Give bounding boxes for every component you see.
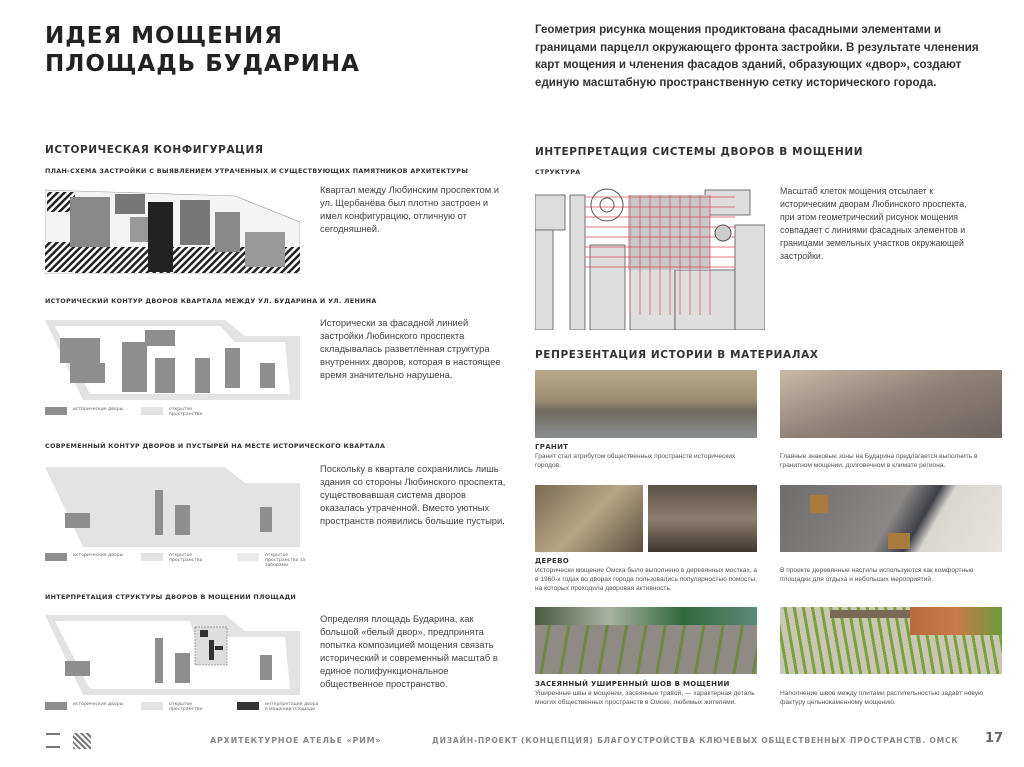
historical-plan-map [45, 182, 300, 274]
structure-grid-diagram [535, 185, 765, 330]
material-text: Исторически мощение Омска было выполнено в деревянных мостках, а в 1960-х годах во дворах города пользовались популярностью помосты, на которых проходила дворовая активность. [535, 567, 758, 592]
material-title: ЗАСЕЯННЫЙ УШИРЕННЫЙ ШОВ В МОЩЕНИИ [535, 680, 730, 688]
legend-swatch [141, 702, 163, 710]
legend [45, 553, 319, 568]
legend [45, 407, 223, 417]
legend-label: открытое пространство [169, 702, 203, 712]
materials-heading: РЕПРЕЗЕНТАЦИЯ ИСТОРИИ В МАТЕРИАЛАХ [535, 349, 819, 361]
studio-logo-icon [46, 733, 60, 748]
legend-swatch [45, 702, 67, 710]
wood-cube [888, 533, 910, 549]
material-title: ГРАНИТ [535, 443, 569, 451]
grass-seam-photo [535, 607, 757, 674]
legend-label: исторические дворы [73, 553, 124, 558]
modern-courtyards-map [45, 465, 300, 547]
legend-label: открытое пространство [169, 407, 203, 417]
section-heading-interpretation: ИНТЕРПРЕТАЦИЯ СИСТЕМЫ ДВОРОВ В МОЩЕНИИ [535, 146, 864, 158]
granite-historic-photo [535, 370, 757, 438]
structure-label: СТРУКТУРА [535, 168, 581, 176]
block-text: Исторически за фасадной линией застройки Любинского проспекта складывалась разветлённая структура внутренних дворов, которая в настоящее время значительно нарушена. [320, 317, 501, 380]
legend-swatch [237, 553, 259, 561]
legend-swatch [45, 407, 67, 415]
grass-paving-photo [780, 607, 1002, 674]
wood-cube [810, 495, 828, 513]
legend-swatch [237, 702, 259, 710]
material-text: Главные знаковые зоны на Бударина предлагается выполнить в гранитном мощении, долговечном в климате региона. [780, 453, 978, 469]
legend-label: интерпретация двора в мощении площади [265, 702, 319, 712]
title-line-1: ИДЕЯ МОЩЕНИЯ [45, 23, 284, 49]
legend-label: исторические дворы [73, 407, 124, 412]
legend-label: исторические дворы [73, 702, 124, 707]
legend-swatch [141, 553, 163, 561]
material-text: Наполнение швов между плитами растительностью задаёт новую фактуру цельнокаменному мощению. [780, 690, 983, 706]
wood-historic-photo-2 [648, 485, 757, 552]
block-text: Определяя площадь Бударина, как большой «белый двор», предпринята попытка композицией мощения связать исторический и современный масштаб в единое полифункциональное общественное пространство. [320, 613, 498, 689]
historical-courtyards-map [45, 318, 300, 400]
legend-label: открытое пространство [169, 553, 203, 563]
block-subtitle: ИСТОРИЧЕСКИЙ КОНТУР ДВОРОВ КВАРТАЛА МЕЖДУ УЛ. БУДАРИНА И УЛ. ЛЕНИНА [45, 297, 377, 305]
material-title: ДЕРЕВО [535, 557, 570, 565]
pattern-logo-icon [73, 733, 91, 749]
material-text: Гранит стал атрибутом общественных пространств исторических городов. [535, 453, 736, 469]
footer-studio: АРХИТЕКТУРНОЕ АТЕЛЬЕ «РИМ» [210, 736, 382, 745]
block-subtitle: ИНТЕРПРЕТАЦИЯ СТРУКТУРЫ ДВОРОВ В МОЩЕНИИ ПЛОЩАДИ [45, 593, 297, 601]
legend [45, 702, 319, 712]
interpretation-map [45, 613, 300, 695]
title-line-2: ПЛОЩАДЬ БУДАРИНА [45, 51, 360, 77]
granite-paving-photo [780, 370, 1002, 438]
legend-swatch [141, 407, 163, 415]
section-heading-historical: ИСТОРИЧЕСКАЯ КОНФИГУРАЦИЯ [45, 144, 264, 156]
intro-paragraph: Геометрия рисунка мощения продиктована фасадными элементами и границами парцелл окружающего фронта застройки. В результате членения карт мощения и членения фасадов зданий, образующих «двор», создают единую масштабную пространственную сетку исторического города. [535, 23, 979, 89]
wood-historic-photo-1 [535, 485, 643, 552]
structure-text: Масштаб клеток мощения отсылает к историческим дворам Любинского проспекта, при этом геометрический рисунок мощения совпадает с линиями фасадных элементов и границами земельных участков окружающей застройки. [780, 186, 967, 261]
legend-label: открытое пространство за заборами [265, 553, 306, 568]
footer-project: ДИЗАЙН-ПРОЕКТ (КОНЦЕПЦИЯ) БЛАГОУСТРОЙСТВА КЛЮЧЕВЫХ ОБЩЕСТВЕННЫХ ПРОСТРАНСТВ. ОМСК [432, 736, 959, 745]
material-text: Уширенные швы в мощении, засеянные травой, — характерная деталь многих общественных пространств в Омске, любимых жителями. [535, 690, 755, 706]
legend-swatch [45, 553, 67, 561]
block-subtitle: ПЛАН-СХЕМА ЗАСТРОЙКИ С ВЫЯВЛЕНИЕМ УТРАЧЕННЫХ И СУЩЕСТВУЮЩИХ ПАМЯТНИКОВ АРХИТЕКТУРЫ [45, 167, 469, 175]
block-text: Квартал между Любинским проспектом и ул. Щербанёва был плотно застроен и имел конфигурацию, отличную от сегодняшней. [320, 184, 500, 234]
page-number: 17 [985, 731, 1004, 746]
wood-deck-photo [780, 485, 1002, 552]
material-text: В проекте деревянные настилы используются как комфортные площадки для отдыха и небольших мероприятий. [780, 567, 974, 583]
page-title [45, 22, 425, 78]
block-subtitle: СОВРЕМЕННЫЙ КОНТУР ДВОРОВ И ПУСТЫРЕЙ НА МЕСТЕ ИСТОРИЧЕСКОГО КВАРТАЛА [45, 442, 386, 450]
block-text: Поскольку в квартале сохранились лишь здания со стороны Любинского проспекта, существовавшая система дворов оказалась утраченной. Вместо уютных пространств появились большие пустыри. [320, 463, 506, 526]
